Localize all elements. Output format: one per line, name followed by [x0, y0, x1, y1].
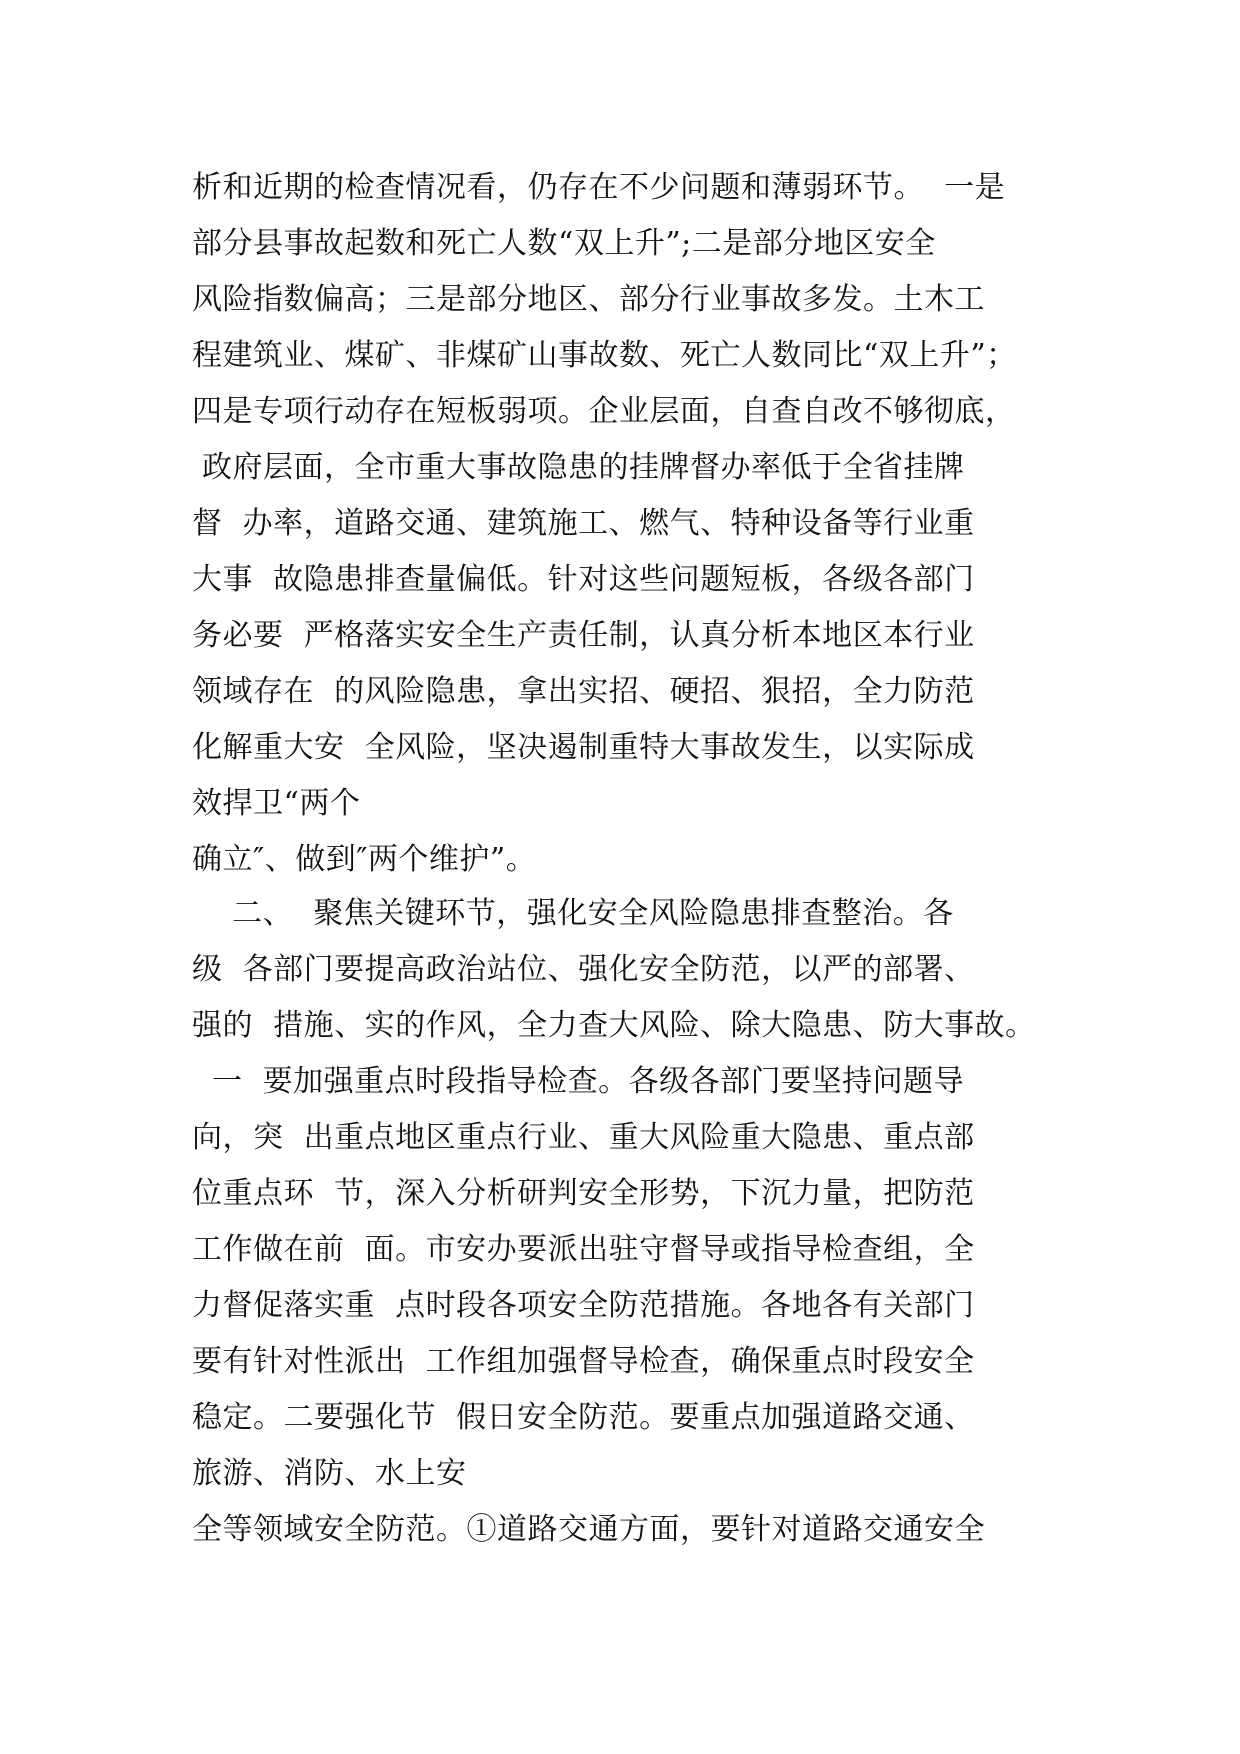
paragraph-continuation [192, 160, 1072, 888]
text-line: 领域存在 的风险隐患，拿出实招、硬招、狠招，全力防范 [192, 674, 975, 709]
text-line: 位重点环 节，深入分析研判安全形势，下沉力量，把防范 [192, 1176, 975, 1211]
text-line: 确立″、做到″两个维护”。 [192, 842, 537, 877]
text-line: 效捍卫“两个 [192, 786, 361, 821]
text-line: 稳定。二要强化节 假日安全防范。要重点加强道路交通、 [192, 1400, 975, 1435]
text-line: 力督促落实重 点时段各项安全防范措施。各地各有关部门 [192, 1288, 975, 1323]
text-line: 旅游、消防、水上安 [192, 1456, 467, 1491]
text-line: 部分县事故起数和死亡人数“双上升”;二是部分地区安全 [192, 226, 936, 261]
text-line: 化解重大安 全风险，坚决遏制重特大事故发生，以实际成 [192, 730, 975, 765]
section-two-paragraph [192, 886, 1072, 1558]
text-line: 政府层面，全市重大事故隐患的挂牌督办率低于全省挂牌 [192, 450, 965, 485]
text-line: 一 要加强重点时段指导检查。各级各部门要坚持问题导 [192, 1064, 965, 1099]
text-line: 程建筑业、煤矿、非煤矿山事故数、死亡人数同比“双上升”； [192, 338, 1017, 373]
text-line: 务必要 严格落实安全生产责任制，认真分析本地区本行业 [192, 618, 975, 653]
text-line: 强的 措施、实的作风，全力查大风险、除大隐患、防大事故。 [192, 1008, 1036, 1043]
text-line: 工作做在前 面。市安办要派出驻守督导或指导检查组，全 [192, 1232, 975, 1267]
text-line: 大事 故隐患排查量偏低。针对这些问题短板，各级各部门 [192, 562, 975, 597]
text-line: 向，突 出重点地区重点行业、重大风险重大隐患、重点部 [192, 1120, 975, 1155]
text-line: 风险指数偏高；三是部分地区、部分行业事故多发。土木工 [192, 282, 985, 317]
text-line: 全等领域安全防范。①道路交通方面，要针对道路交通安全 [192, 1512, 985, 1547]
text-line: 四是专项行动存在短板弱项。企业层面，自查自改不够彻底， [192, 394, 1016, 429]
section-heading-line: 二、 聚焦关键环节，强化安全风险隐患排查整治。各 [192, 896, 954, 931]
text-line: 要有针对性派出 工作组加强督导检查，确保重点时段安全 [192, 1344, 975, 1379]
text-line: 析和近期的检查情况看，仍存在不少问题和薄弱环节。 一是 [192, 170, 1006, 205]
text-line: 督 办率，道路交通、建筑施工、燃气、特种设备等行业重 [192, 506, 975, 541]
text-line: 级 各部门要提高政治站位、强化安全防范，以严的部署、 [192, 952, 975, 987]
